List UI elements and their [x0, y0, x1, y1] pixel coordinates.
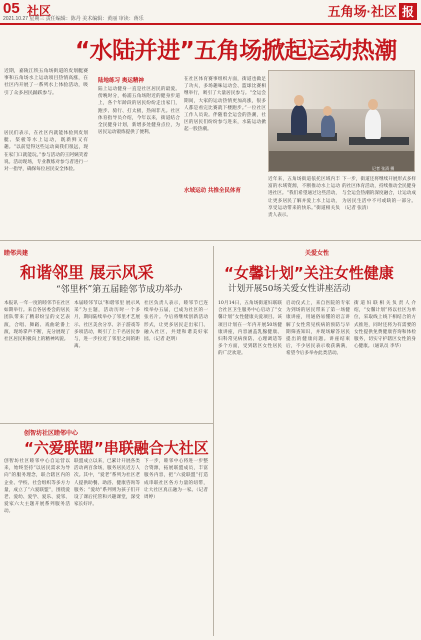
article-column: 居民们表示，在社区内就能体验到皮划艇、桨板等水上运动，既新鲜又有趣。“以前觉得这些运动离我们很远，现在家门口就能玩。”参与活动的王阿姨笑着说。活动现场，专业教练对参与者进行一对一指导，确保每位居民安全体验。 [4, 131, 88, 173]
person-head [368, 99, 378, 110]
headline-top-story: “水陆并进”五角场掀起运动热潮 [75, 38, 397, 64]
person-head [323, 106, 332, 116]
article-column: 陆上运动健身一直是社区居民的最爱。傍晚时分，杨浦五角场附近的健身步道上，各个年龄段的居民纷纷走出家门，跑步、骑行、打太极，热闹非凡。社区体育指导员介绍，今年以来，街道结合全民健身计划，新增多处健身点位，为居民运动锻炼提供了便利。 [98, 87, 180, 136]
article-subtitle: “邻里杯”第五届睦邻节成功举办 [56, 285, 183, 295]
page-header [0, 0, 421, 22]
subheading-land-sports: 陆地练习 奥运精神 [98, 78, 144, 84]
article-column: 本届睦邻节以“和谐邻里 展示风采”为主题，活动历时一个多月，期间陆续举办了邻里才艺展示、社区美食分享、亲子游戏等多项活动，吸引了上千名居民参与，进一步拉近了邻里之间的距离。 [74, 301, 140, 350]
photo-caption: 记者 张清 摄 [372, 166, 395, 171]
article-kicker: 创智坊社区睦邻中心 [24, 430, 79, 437]
headline-women-health: “女馨计划”关注女性健康 [224, 264, 394, 282]
article-kicker: 关爱女性 [304, 250, 329, 257]
headline-six-love-alliance: “六爱联盟”串联融合大社区 [24, 439, 209, 457]
brand-text: 五角场·社区 [327, 4, 397, 19]
person-figure [365, 109, 381, 139]
article-kicker: 睦邻共建 [4, 250, 29, 257]
subheading-water-sports: 水域运动 共推全民体育 [184, 188, 241, 194]
article-column: 创智坊社区睦邻中心自运营以来，始终坚持“以居民需求为导向”的服务理念，联合辖区内的企业、学校、社会组织等多方力量，成立了“六爱联盟”，围绕爱老、爱幼、爱学、爱乐、爱邻、爱家六大主题开展系列服务活动。 [4, 459, 70, 515]
article-column: 下一步，街道还将继续开展形式多样的社区体育活动，持续推动全民健身与全运会热潮的深度融合，让运动成为居民生活中不可或缺的一部分。（记者 张清） [342, 177, 416, 211]
page-number: 05 [3, 0, 20, 17]
article-column: 近年来，五角场街道依托区域内丰富的水域资源，不断推动水上运动进社区。“我们希望通过这些活动，让更多居民了解并爱上水上运动，享受运动带来的快乐。”街道相关负责人表示。 [268, 177, 340, 219]
headline-neighborhood-festival: 和谐邻里 展示风采 [20, 263, 154, 282]
news-photo [268, 70, 415, 172]
article-column: 在社区体育赛事组织方面，街道也做足了功夫，多场趣味运动会、篮球比赛相继举行，吸引了大量居民参与。“全运会期间，大家的运动热情更加高涨，很多人都是看完比赛就下楼跑步。”一位社区工作人员说。伴随着全运会的热潮，社区的居民们纷纷参与进来，水陆运动掀起一股热潮。 [184, 77, 266, 133]
section-name: 社区 [27, 4, 52, 18]
photo-background [269, 71, 415, 109]
article-column: 本报讯 一年一度的睦邻节在社区如期举行。来自各居委会的居民团队带来了精彩纷呈的文艺表演，合唱、舞蹈、戏曲轮番上演，现场掌声不断，充分展现了社区居民积极向上的精神风貌。 [4, 301, 70, 343]
article-subtitle: 计划开展50场关爱女性讲座活动 [228, 284, 351, 294]
brand-logo: 报 [399, 3, 417, 20]
newspaper-brand [328, 1, 417, 20]
person-figure [291, 105, 307, 135]
header-divider [0, 23, 421, 25]
publication-date-line: 2021.10.27 星期三 责任编辑：陈丹 美术编辑：黄丽 审读：蒋乐 [3, 16, 144, 22]
article-column: 社区负责人表示，睦邻节已连续举办五届，已成为社区的一张名片。今后将继续创新活动形式，让更多居民走出家门、融入社区，共建和谐美好家园。（记者 赵明） [144, 301, 208, 343]
article-column: 10月14日，五角场街道妇联联合社区卫生服务中心启动了“女馨计划”女性健康关爱项目。该项目计划在一年内开展50场健康讲座，内容涵盖乳腺健康、妇科常见病预防、心理调适等多个方面，受到辖区女性居民的广泛欢迎。 [218, 301, 282, 357]
section-divider [0, 240, 421, 241]
article-column: 启动仪式上，来自医院的专家为到场的居民带来了第一场健康讲座，用通俗易懂的语言讲解了女性常见疾病的预防与早期筛查知识，并现场解答居民提出的健康问题。讲座结束后，不少居民表示收获满满，希望今后多举办此类活动。 [286, 301, 350, 357]
article-column: 联盟成立以来，已累计开展各类活动两百余场，服务居民近万人次。其中，“爱老”系列为社区老人提供助餐、助浴、健康咨询等服务；“爱幼”系列则为孩子们开设了课后托管和兴趣课堂，深受家长好评。 [74, 459, 140, 508]
article-column: 下一步，睦邻中心将进一步整合资源，拓展联盟成员，丰富服务内容，把“六爱联盟”打造成串联社区各方力量的纽带，让大社区真正融为一家。（记者 周婷） [144, 459, 208, 501]
section-divider [0, 423, 213, 424]
article-intro: 近期，嘉陵江铁五角场街道的皮划艇赛事和五角场水上运动项目热情高涨，在社区内开展了一系列水上体验活动，吸引了众多居民踊跃参与。 [4, 69, 88, 96]
person-figure [321, 115, 335, 137]
column-divider [213, 246, 214, 636]
person-head [294, 95, 304, 106]
article-column: 街道妇联相关负责人介绍，“女馨计划”将以社区为单位，采取线上线下相结合的方式推进，同时还将为有需要的女性提供免费健康咨询和体检服务，切实守护辖区女性的身心健康。（通讯员 李华） [354, 301, 416, 350]
